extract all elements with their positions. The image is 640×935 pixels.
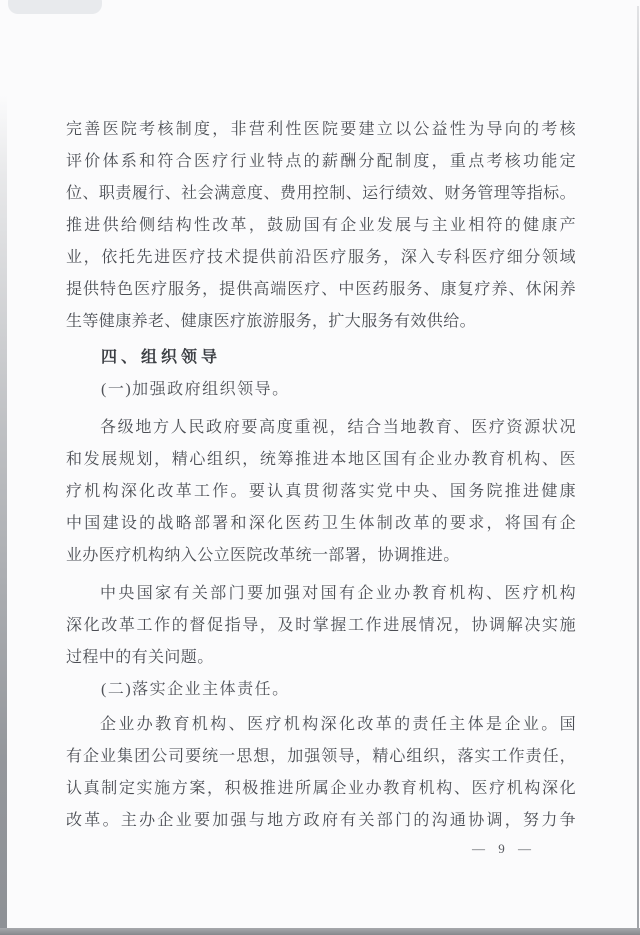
text-line: 有企业集团公司要统一思想，加强领导，精心组织，落实工作责任，: [66, 748, 576, 765]
text-line: 企业办教育机构、医疗机构深化改革的责任主体是企业。国: [100, 716, 576, 733]
scan-edge-line-right: [637, 6, 639, 928]
text-line: 生等健康养老、健康医疗旅游服务，扩大服务有效供给。: [66, 313, 477, 330]
text-line: 提供特色医疗服务，提供高端医疗、中医药服务、康复疗养、休闲养: [66, 281, 576, 298]
subsection-heading: (一)加强政府组织领导。: [101, 381, 290, 398]
scan-edge-shadow-left: [0, 95, 7, 928]
scan-corner-artifact: [8, 0, 102, 14]
text-line: 改革。主办企业要加强与地方政府有关部门的沟通协调，努力争: [66, 812, 576, 829]
text-line: 完善医院考核制度，非营利性医院要建立以公益性为导向的考核: [66, 121, 576, 138]
section-heading: 四、组织领导: [101, 349, 222, 366]
text-line: 过程中的有关问题。: [66, 649, 214, 666]
text-line: 中央国家有关部门要加强对国有企业办教育机构、医疗机构: [100, 585, 576, 602]
text-line: 深化改革工作的督促指导，及时掌握工作进展情况，协调解决实施: [66, 617, 576, 634]
paragraph: [66, 578, 576, 674]
text-line: 中国建设的战略部署和深化医药卫生体制改革的要求，将国有企: [66, 515, 576, 532]
text-line: 评价体系和符合医疗行业特点的薪酬分配制度，重点考核功能定: [66, 153, 576, 170]
paragraph: [66, 709, 576, 837]
text-line: 业，依托先进医疗技术提供前沿医疗服务，深入专科医疗细分领域: [66, 249, 576, 266]
scan-bottom-bar: [0, 928, 640, 935]
document-body: [66, 114, 576, 837]
paragraph: [66, 412, 576, 572]
text-line: 各级地方人民政府要高度重视，结合当地教育、医疗资源状况: [100, 419, 576, 436]
text-line: 认真制定实施方案，积极推进所属企业办教育机构、医疗机构深化: [66, 780, 576, 797]
text-line: 和发展规划，精心组织，统筹推进本地区国有企业办教育机构、医: [66, 451, 576, 468]
text-line: 疗机构深化改革工作。要认真贯彻落实党中央、国务院推进健康: [66, 483, 576, 500]
text-line: 推进供给侧结构性改革，鼓励国有企业发展与主业相符的健康产: [66, 217, 576, 234]
page-number: — 9 —: [472, 841, 536, 856]
subsection-heading: (二)落实企业主体责任。: [101, 681, 290, 698]
text-line: 业办医疗机构纳入公立医院改革统一部署，协调推进。: [66, 547, 460, 564]
paragraph: [66, 114, 576, 338]
text-line: 位、职责履行、社会满意度、费用控制、运行绩效、财务管理等指标。: [66, 185, 576, 202]
